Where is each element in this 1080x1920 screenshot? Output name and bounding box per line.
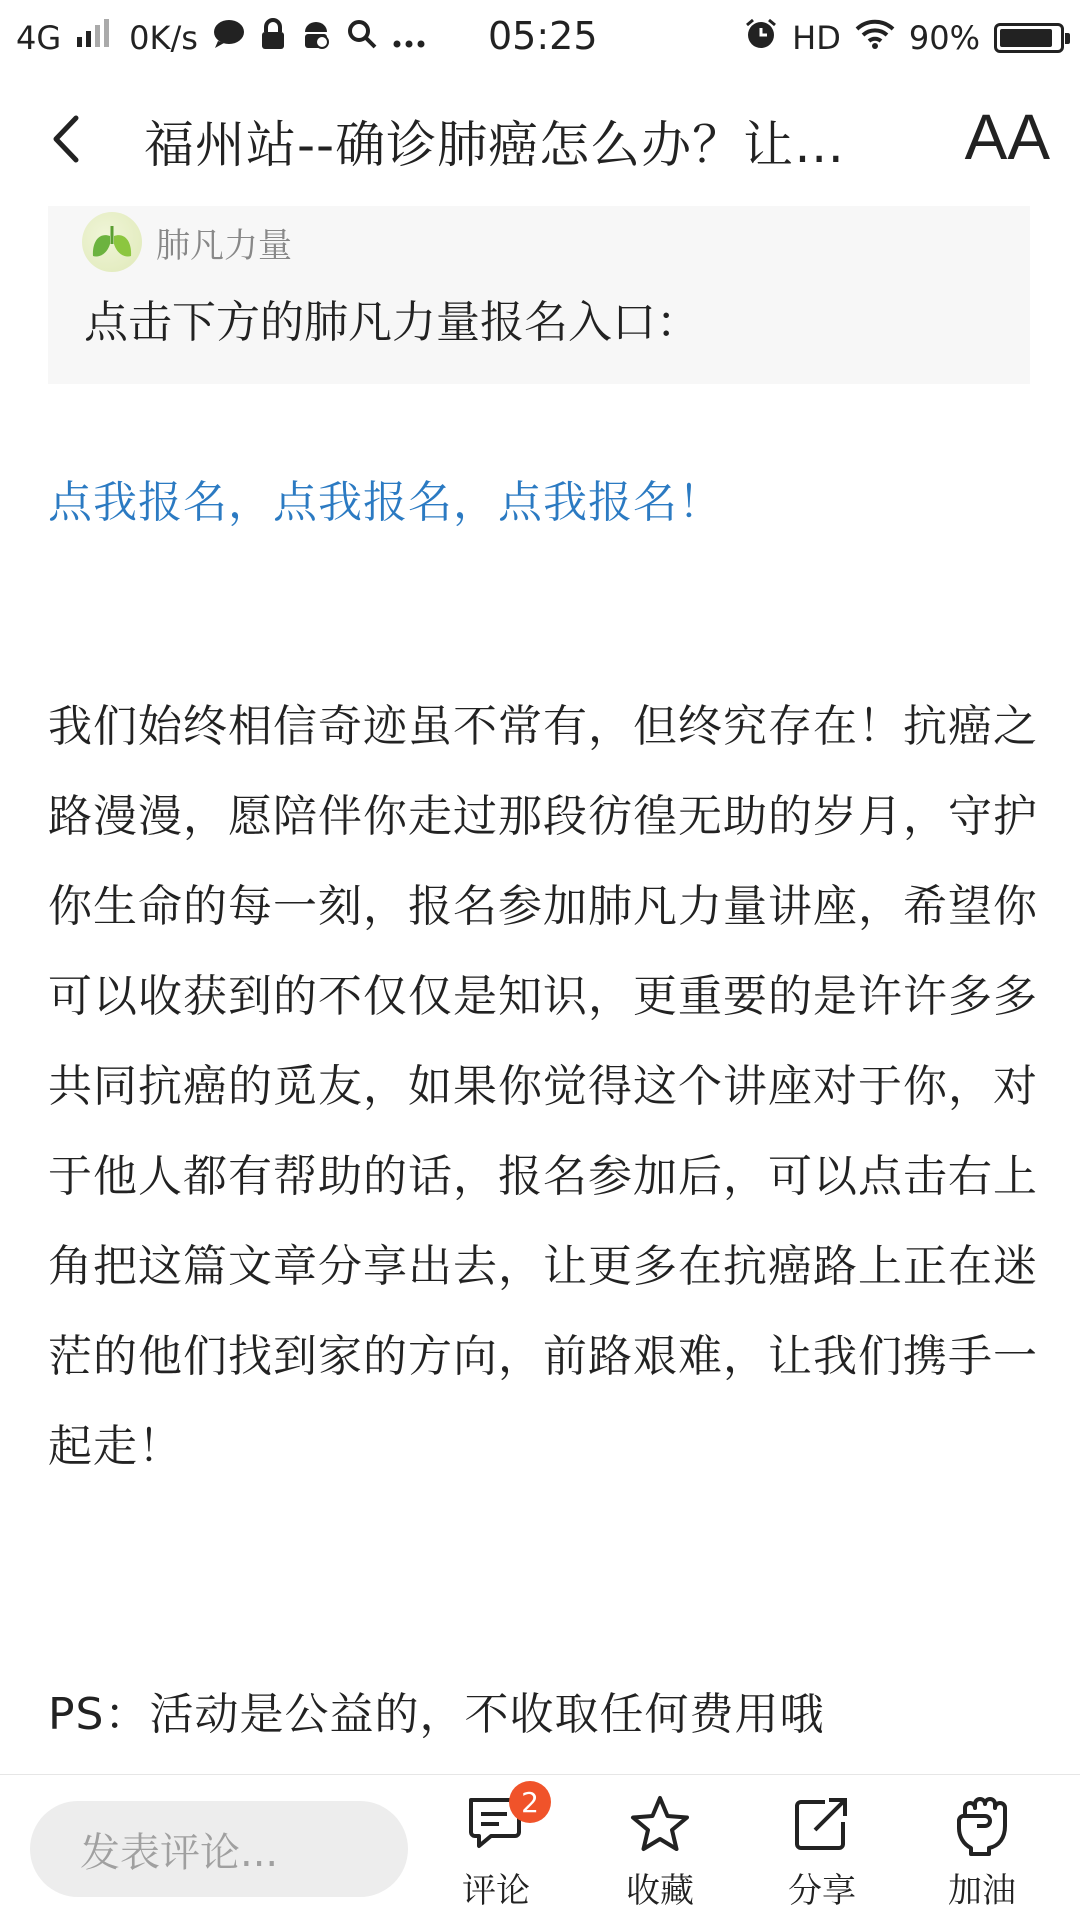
- status-right: [744, 17, 1064, 59]
- favorite-label: 收藏: [626, 1871, 694, 1911]
- navigation-bar: [0, 76, 1080, 206]
- more-icon: [392, 19, 426, 57]
- android-icon: [300, 18, 332, 58]
- comment-button[interactable]: [436, 1785, 556, 1912]
- share-label: 分享: [788, 1871, 856, 1911]
- font-size-button[interactable]: AA: [964, 101, 1050, 173]
- article-paragraph: 我们始终相信奇迹虽不常有，但终究存在！抗癌之路漫漫，愿陪伴你走过那段彷徨无助的岁月，守护你生命的每一刻，报名参加肺凡力量讲座，希望你可以收获到的不仅仅是知识，更重要的是许许多多共同抗癌的觅友，如果你觉得这个讲座对于你，对于他人都有帮助的话，报名参加后，可以点击右上角把这篇文章分享出去，让更多在抗癌路上正在迷茫的他们找到家的方向，前路艰难，让我们携手一起走！: [48, 701, 1038, 1472]
- star-icon: [625, 1789, 695, 1859]
- quote-text: 点击下方的肺凡力量报名入口：: [84, 297, 700, 348]
- hd-label: HD: [792, 19, 841, 57]
- status-left: [16, 18, 426, 58]
- battery-icon: [994, 23, 1064, 53]
- page-title: 福州站--确诊肺癌怎么办？让…: [144, 116, 846, 174]
- chat-icon: [212, 19, 246, 57]
- source-row: [82, 212, 292, 272]
- cheer-label: 加油: [948, 1871, 1016, 1911]
- comment-icon: [461, 1785, 539, 1859]
- signal-icon: [75, 19, 115, 57]
- favorite-button[interactable]: [600, 1789, 720, 1912]
- signup-link[interactable]: 点我报名，点我报名，点我报名！: [48, 477, 723, 528]
- quote-card: [48, 206, 1030, 384]
- fist-icon: [947, 1789, 1017, 1859]
- ps-note: PS：活动是公益的，不收取任何费用哦: [48, 1689, 825, 1740]
- source-name: 肺凡力量: [156, 225, 292, 266]
- comment-input[interactable]: 发表评论...: [30, 1801, 408, 1897]
- back-button[interactable]: [0, 76, 130, 206]
- cheer-button[interactable]: [922, 1789, 1042, 1912]
- clock: 05:25: [488, 14, 598, 58]
- share-icon: [787, 1789, 857, 1859]
- share-button[interactable]: [762, 1789, 882, 1912]
- alarm-icon: [744, 17, 778, 59]
- bottom-action-bar: [0, 1774, 1080, 1920]
- battery-percent: 90%: [908, 19, 980, 57]
- chevron-left-icon: [48, 114, 82, 168]
- wifi-icon: [855, 19, 895, 57]
- network-type: 4G: [16, 19, 62, 57]
- comment-label: 评论: [462, 1871, 530, 1911]
- search-icon: [346, 18, 378, 58]
- comment-count-badge: 2: [509, 1781, 551, 1823]
- lock-icon: [260, 18, 286, 58]
- network-speed: 0K/s: [129, 19, 198, 57]
- status-bar: [0, 0, 1080, 76]
- source-logo: [82, 212, 142, 272]
